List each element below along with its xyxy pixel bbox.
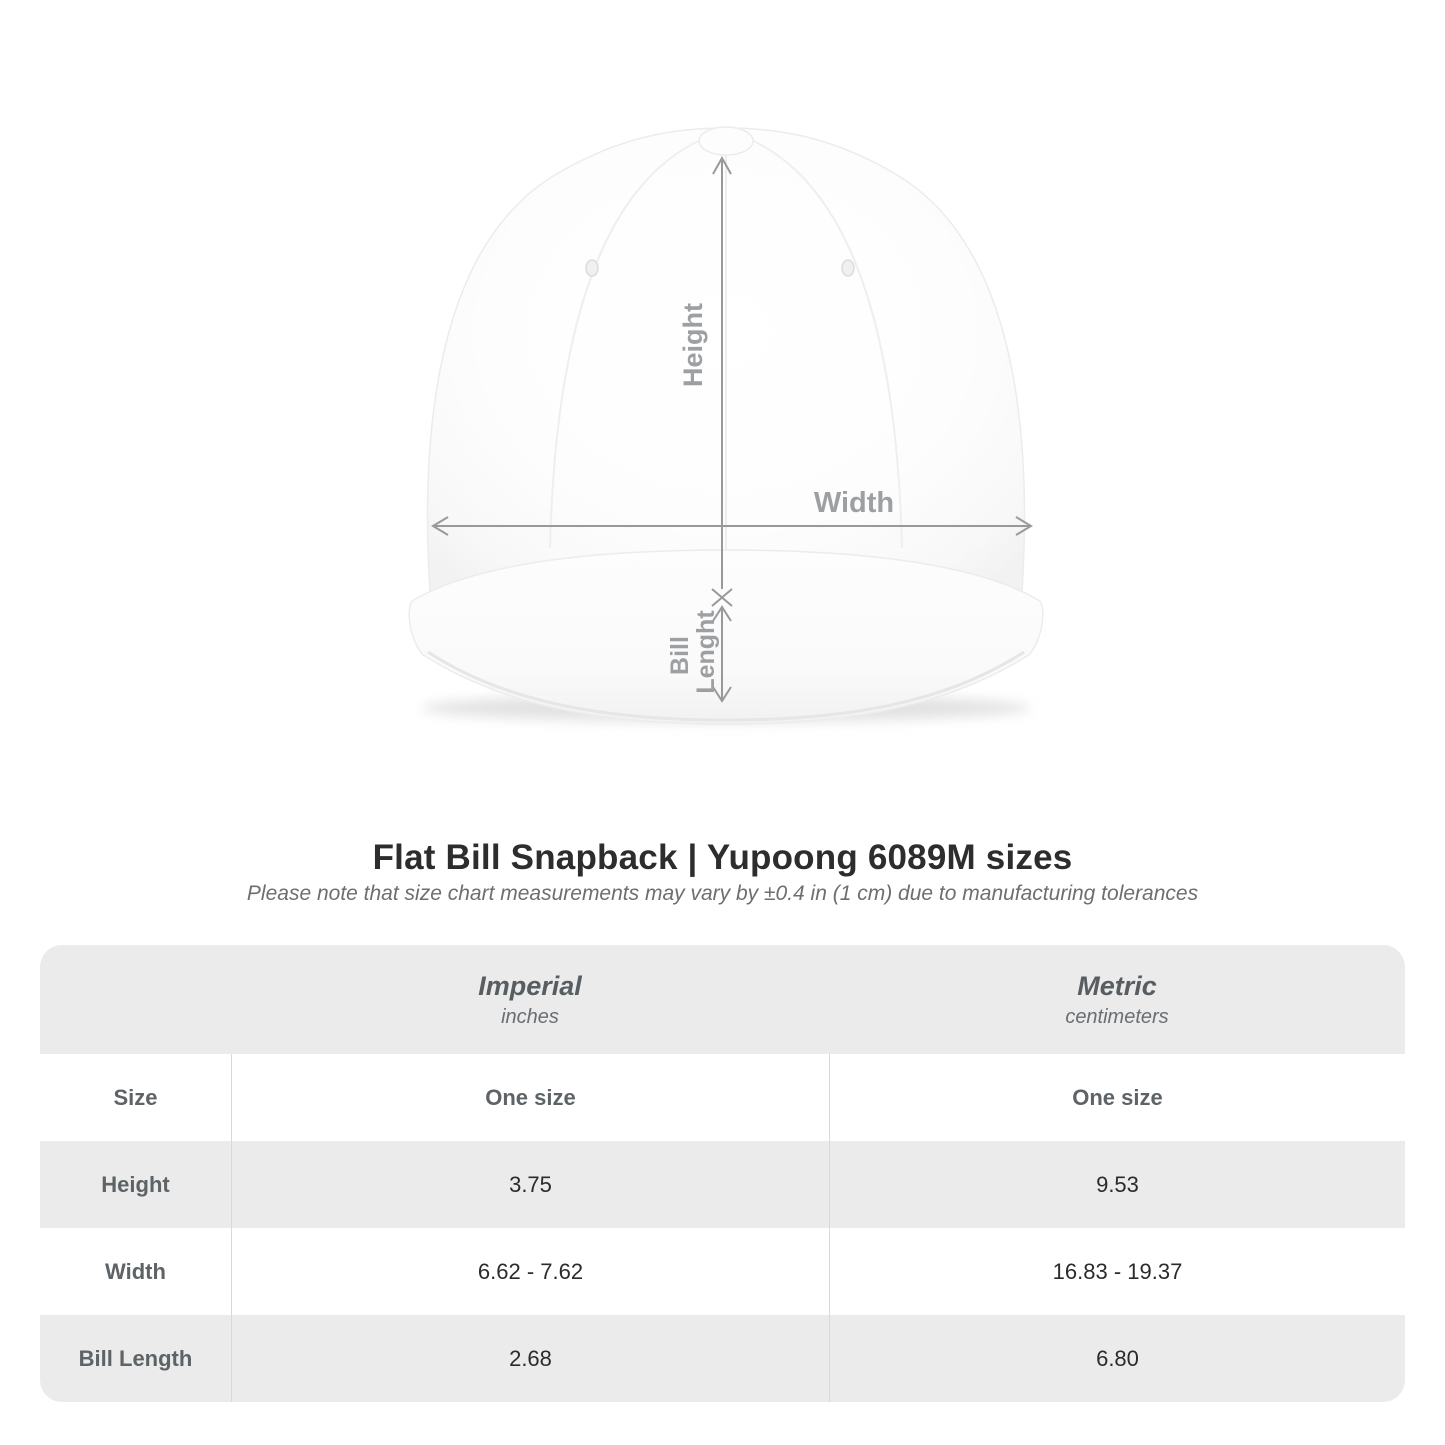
table-header: [40, 945, 1405, 1054]
tolerance-note: Please note that size chart measurements may vary by ±0.4 in (1 cm) due to manufacturing tolerances: [246, 882, 1199, 905]
table-row-width: [40, 1228, 1405, 1315]
bill-label-line-1: Bill: [666, 636, 694, 675]
height-dimension-label: Height: [678, 303, 708, 387]
eyelet-left: [586, 260, 598, 276]
imperial-value: 6.62 - 7.62: [231, 1228, 829, 1315]
row-label: Width: [105, 1258, 166, 1284]
imperial-header-unit: inches: [501, 1005, 559, 1028]
imperial-value: 3.75: [231, 1141, 829, 1228]
row-label: Bill Length: [78, 1345, 193, 1371]
hat-bill: [409, 550, 1043, 724]
metric-value: 9.53: [829, 1141, 1405, 1228]
header-spacer: [40, 945, 231, 1054]
imperial-header-title: Imperial: [478, 970, 582, 1001]
table-row-height: [40, 1141, 1405, 1228]
row-label: Size: [113, 1084, 158, 1110]
eyelet-right: [842, 260, 854, 276]
bill-label-line-2: Lenght: [692, 610, 720, 694]
metric-value: 6.80: [829, 1315, 1405, 1402]
imperial-header: [231, 945, 829, 1054]
table-row-size: [40, 1054, 1405, 1141]
metric-value: One size: [829, 1054, 1405, 1141]
metric-header-title: Metric: [1077, 970, 1157, 1001]
row-label: Height: [101, 1171, 170, 1197]
metric-header: [829, 945, 1405, 1054]
page-title: Flat Bill Snapback | Yupoong 6089M sizes: [372, 838, 1073, 877]
imperial-value: 2.68: [231, 1315, 829, 1402]
imperial-value: One size: [231, 1054, 829, 1141]
hat-button: [699, 127, 753, 155]
width-dimension-label: Width: [813, 487, 895, 519]
hat-crown: [428, 128, 1025, 613]
table-row-bill-length: [40, 1315, 1405, 1402]
metric-value: 16.83 - 19.37: [829, 1228, 1405, 1315]
size-table: [40, 945, 1405, 1402]
metric-header-unit: centimeters: [1065, 1005, 1169, 1028]
